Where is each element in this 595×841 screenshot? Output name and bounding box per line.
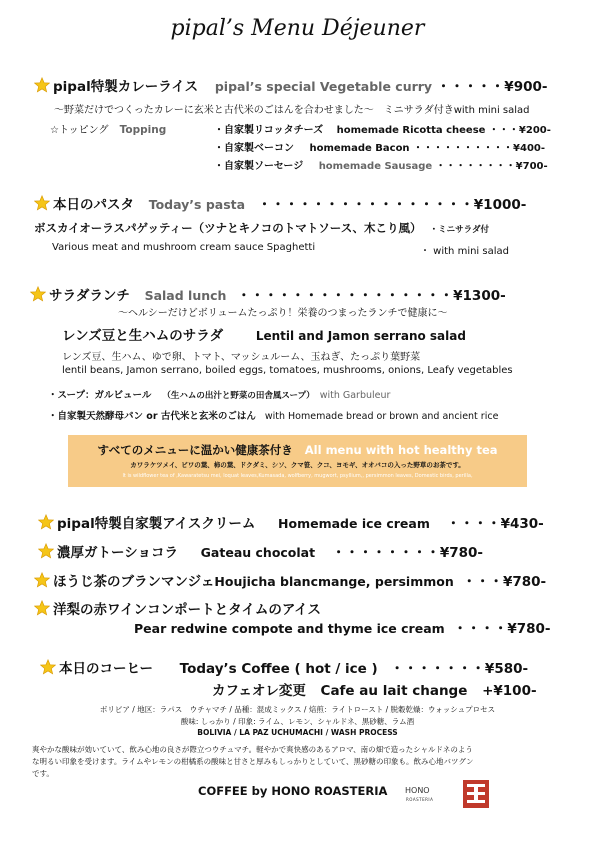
salad-tagline: 〜ヘルシーだけどボリュームたっぷり！栄養のつまったランチで健康に〜 xyxy=(118,308,448,319)
topping-en: Topping xyxy=(119,124,167,136)
pasta-dish-row xyxy=(34,220,489,236)
dessert-row xyxy=(34,570,546,590)
curry-desc: 〜野菜だけでつくったカレーに玄米と古代米のごはんを合わせました〜 ミニサラダ付きwith mini salad xyxy=(54,105,530,116)
coffee-desc-2: な明るい印象を受けます。ライムやレモンの柑橘系の酸味と甘さと厚みもしっかりとしていて、黒砂糖の印象も。飲み心地バツグン xyxy=(32,757,474,766)
salad-bread: ・自家製天然酵母パン or 古代米と玄米のごはん xyxy=(48,411,256,422)
dessert-price: ¥430- xyxy=(500,516,544,532)
topping-ja: ・自家製ベーコン xyxy=(214,143,294,154)
topping-dots: ・・・ xyxy=(488,125,519,136)
salad-dish-row xyxy=(62,324,466,344)
salad-ingredients-ja: レンズ豆、生ハム、ゆで卵、トマト、マッシュルーム、玉ねぎ、たっぷり葉野菜 xyxy=(62,352,421,363)
cafe-au-lait-price: +¥100- xyxy=(482,683,537,699)
tea-detail: カワラケツメイ、ビワの葉、柿の葉、ドクダミ、シソ、クマ笹、クコ、ヨモギ、オオバコの入った野草のお茶です。 xyxy=(130,461,465,469)
dessert-row xyxy=(38,512,544,532)
dessert-row-en xyxy=(134,617,551,637)
tea-detail-en: It is wildflower tea of ,Kawaratetsu mei, loquat leaves,Kumasada, wolfberry, mugwort, psyllium,, persimmon leaves, Domestic birds, perilla, xyxy=(122,473,473,479)
star-icon xyxy=(34,195,50,211)
topping-price: ¥400- xyxy=(513,143,546,154)
star-icon xyxy=(34,572,50,588)
curry-name: pipal特製カレーライス xyxy=(53,79,199,95)
dessert-row xyxy=(38,541,483,561)
dessert-ja: 洋梨の赤ワインコンポートとタイムのアイス xyxy=(53,602,321,618)
topping-price: ¥700- xyxy=(515,161,548,172)
topping-ja: ・自家製ソーセージ xyxy=(214,161,304,172)
tea-ja: すべてのメニューに温かい健康茶付き xyxy=(97,443,293,457)
dessert-dots: ・・・・ xyxy=(453,621,508,637)
dessert-price: ¥780- xyxy=(507,621,551,637)
dessert-dots: ・・・・ xyxy=(446,516,501,532)
topping-label: ☆トッピング xyxy=(50,125,109,136)
salad-soup-paren: （生ハムの出汁と野菜の田舎風スープ） xyxy=(162,391,315,401)
coffee-info-2: 酸味: しっかり / 印象: ライム、レモン、シャルドネ、黒砂糖、ラム酒 xyxy=(180,717,415,726)
dessert-en: Pear redwine compote and thyme ice cream xyxy=(134,621,445,636)
hono-logo-icon xyxy=(463,780,489,808)
salad-name: サラダランチ xyxy=(49,288,130,304)
star-icon xyxy=(40,659,56,675)
topping-en-name: homemade Bacon xyxy=(309,143,410,154)
topping-item xyxy=(214,157,548,172)
pasta-en: Today’s pasta xyxy=(148,197,246,212)
star-icon xyxy=(34,77,50,93)
tea-headline xyxy=(68,442,527,458)
salad-soup: ・スープ：ガルビュール xyxy=(48,390,152,401)
pasta-name: 本日のパスタ xyxy=(53,197,134,213)
pasta-desc: Various meat and mushroom cream sauce Spaghetti xyxy=(52,242,316,253)
cafe-au-lait-row xyxy=(212,679,537,699)
topping-label-row xyxy=(50,121,166,136)
tea-en: All menu with hot healthy tea xyxy=(304,443,498,457)
logo-text: HONO xyxy=(405,786,430,795)
salad-ingredients-en: lentil beans, Jamon serrano, boiled eggs, tomatoes, mushrooms, onions, Leafy vegetables xyxy=(62,365,513,376)
footer-credit: COFFEE by HONO ROASTERIA xyxy=(198,784,388,798)
curry-price: ¥900- xyxy=(504,79,548,95)
topping-dots: ・・・・・・・・・・ xyxy=(413,143,514,154)
salad-dish: レンズ豆と生ハムのサラダ xyxy=(62,328,224,344)
salad-soup-en: with Garbuleur xyxy=(319,390,391,401)
logo-subtext: ROASTERIA xyxy=(406,797,434,802)
star-icon xyxy=(38,543,54,559)
tea-banner xyxy=(68,435,527,487)
pasta-dots: ・・・・・・・・・・・・・・・・ xyxy=(257,197,474,213)
salad-bread-en: with Homemade bread or brown and ancient rice xyxy=(264,411,499,422)
coffee-name: 本日のコーヒー xyxy=(59,661,153,677)
dessert-row xyxy=(34,598,321,618)
coffee-desc-3: です。 xyxy=(32,769,54,778)
cafe-au-lait-en: Cafe au lait change xyxy=(320,683,468,699)
coffee-info-1: ボリビア / 地区：ラパス ウチャマチ / 品種：混成ミックス / 焙煎：ライトロースト / 脱穀乾燥：ウォッシュプロセス xyxy=(99,705,496,714)
pasta-dish: ボスカイオーラスパゲッティー（ツナとキノコのトマトソース、木こり風） xyxy=(34,221,422,235)
coffee-row xyxy=(40,657,528,677)
cafe-au-lait-ja: カフェオレ変更 xyxy=(212,683,306,699)
dessert-dots: ・・・・・・・・ xyxy=(331,545,440,561)
coffee-desc-1: 爽やかな酸味が効いていて、飲み心地の良さが際立つウチュマチ。軽やかで爽快感のあるアロマ、南の畑で造ったシャルドネのよう xyxy=(32,745,473,754)
topping-dots: ・・・・・・・・ xyxy=(435,161,516,172)
dessert-ja: pipal特製自家製アイスクリーム xyxy=(57,516,256,532)
salad-dish-en: Lentil and Jamon serrano salad xyxy=(255,329,466,343)
star-icon xyxy=(30,286,46,302)
coffee-info-3: BOLIVIA / LA PAZ UCHUMACHI / WASH PROCESS xyxy=(197,728,398,737)
pasta-row xyxy=(34,193,526,213)
pasta-dish-note: ・ミニサラダ付 xyxy=(429,225,489,235)
topping-price: ¥200- xyxy=(518,125,551,136)
star-icon xyxy=(38,514,54,530)
salad-dots: ・・・・・・・・・・・・・・・・ xyxy=(237,288,454,304)
salad-soup-row xyxy=(48,387,390,401)
pasta-price: ¥1000- xyxy=(473,197,527,213)
dessert-price: ¥780- xyxy=(502,574,547,590)
curry-en: pipal’s special Vegetable curry xyxy=(214,79,433,94)
dessert-en: Homemade ice cream xyxy=(278,516,430,531)
topping-ja: ・自家製リコッタチーズ xyxy=(214,125,324,136)
topping-item xyxy=(214,121,551,136)
salad-en: Salad lunch xyxy=(144,288,227,303)
star-icon xyxy=(34,600,50,616)
topping-en-name: homemade Ricotta cheese xyxy=(336,125,486,136)
page-title: pipal’s Menu Déjeuner xyxy=(170,16,425,41)
dessert-price: ¥780- xyxy=(439,545,483,561)
dessert-ja: 濃厚ガトーショコラ xyxy=(57,545,178,561)
dessert-en: Houjicha blancmange, persimmon xyxy=(214,574,454,589)
salad-row xyxy=(30,284,506,304)
dessert-ja: ほうじ茶のブランマンジェ xyxy=(53,574,215,590)
topping-item xyxy=(214,139,545,154)
pasta-desc-note: ・ with mini salad xyxy=(420,246,509,257)
dessert-dots: ・・・ xyxy=(462,574,503,590)
salad-bread-row xyxy=(48,408,498,422)
coffee-en: Today’s Coffee ( hot / ice ) xyxy=(179,661,378,677)
dessert-en: Gateau chocolat xyxy=(200,545,316,560)
logo-mark-icon xyxy=(463,780,489,808)
coffee-dots: ・・・・・・・ xyxy=(390,661,485,677)
salad-price: ¥1300- xyxy=(453,288,506,304)
coffee-price: ¥580- xyxy=(484,661,529,677)
topping-en-name: homemade Sausage xyxy=(318,161,433,172)
curry-row xyxy=(34,75,547,95)
curry-dots: ・・・・・ xyxy=(436,79,505,95)
